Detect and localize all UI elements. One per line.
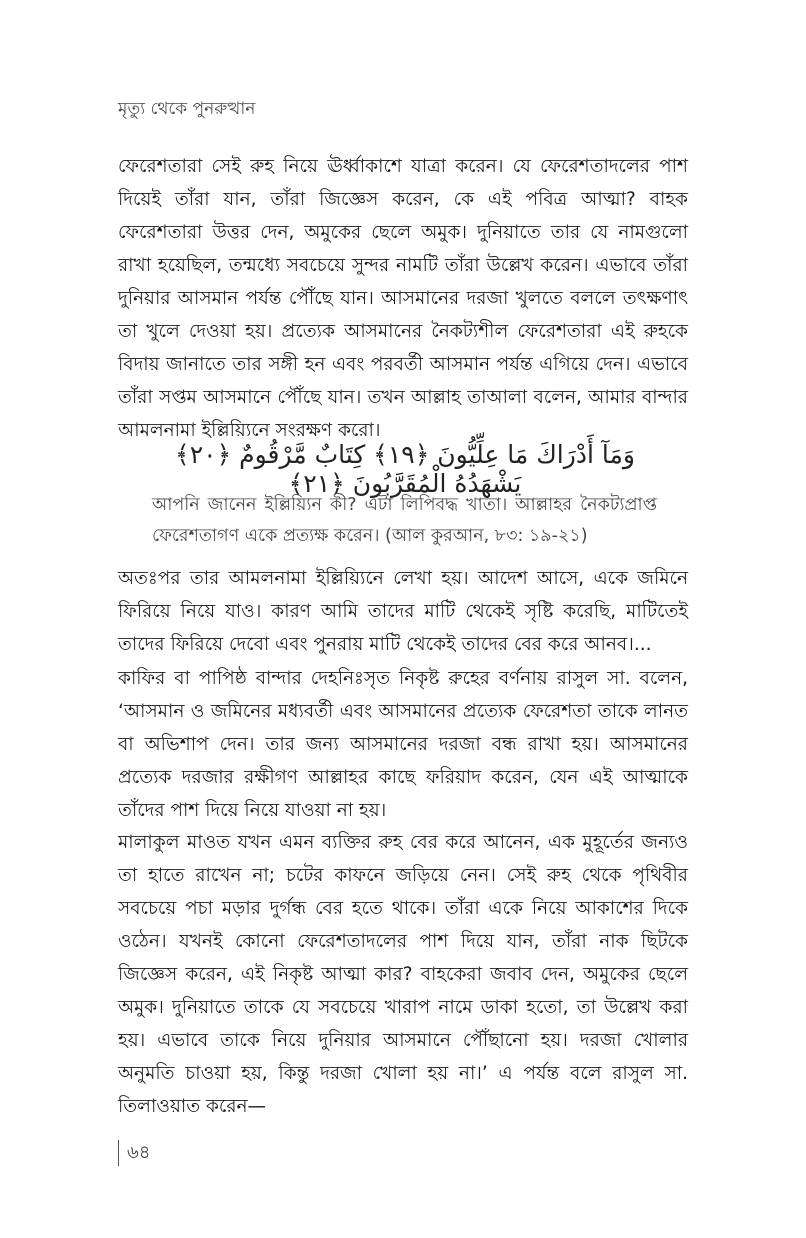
quran-verse-translation: আপনি জানেন ইল্লিয়্যিন কী? এটা লিপিবদ্ধ খাতা। আল্লাহর নৈকট্যপ্রাপ্ত ফেরেশতাগণ একে প্রত্যক্ষ করেন। (আল কুরআন, ৮৩: ১৯-২১) [152,495,657,546]
paragraph-4: মালাকুল মাওত যখন এমন ব্যক্তির রুহ বের করে আনেন, এক মুহূর্তের জন্যও তা হাতে রাখেন না; চটের কাফনে জড়িয়ে নেন। সেই রুহ থেকে পৃথিবীর সবচেয়ে পচা মড়ার দুর্গন্ধ বের হতে থাকে। তাঁরা একে নিয়ে আকাশের দিকে ওঠেন। যখনই কোনো ফেরেশতাদলের পাশ দিয়ে যান, তাঁরা নাক ছিটকে জিজ্ঞেস করেন, এই নিকৃষ্ট আত্মা কার? বাহকেরা জবাব দেন, অমুকের ছেলে অমুক। দুনিয়াতে তাকে যে সবচেয়ে খারাপ নামে ডাকা হতো, তা উল্লেখ করা হয়। এভাবে তাকে নিয়ে দুনিয়ার আসমানে পৌঁছানো হয়। দরজা খোলার অনুমতি চাওয়া হয়, কিন্তু দরজা খোলা হয় না।’ এ পর্যন্ত বলে রাসুল সা. তিলাওয়াত করেন— [118,832,688,1117]
paragraph-1: ফেরেশতারা সেই রুহ নিয়ে ঊর্ধ্বাকাশে যাত্রা করেন। যে ফেরেশতাদলের পাশ দিয়েই তাঁরা যান, তাঁরা জিজ্ঞেস করেন, কে এই পবিত্র আত্মা? বাহক ফেরেশতারা উত্তর দেন, অমুকের ছেলে অমুক। দুনিয়াতে তার যে নামগুলো রাখা হয়েছিল, তন্মধ্যে সবচেয়ে সুন্দর নামটি তাঁরা উল্লেখ করেন। এভাবে তাঁরা দুনিয়ার আসমান পর্যন্ত পৌঁছে যান। আসমানের দরজা খুলতে বললে তৎক্ষণাৎ তা খুলে দেওয়া হয়। প্রত্যেক আসমানের নৈকট্যশীল ফেরেশতারা এই রুহকে বিদায় জানাতে তার সঙ্গী হন এবং পরবর্তী আসমান পর্যন্ত এগিয়ে দেন। এভাবে তাঁরা সপ্তম আসমানে পৌঁছে যান। তখন আল্লাহ তাআলা বলেন, আমার বান্দার আমলনামা ইল্লিয়্যিনে সংরক্ষণ করো। [118,156,688,441]
page-number: ৬৪ [118,1140,150,1166]
paragraph-3: কাফির বা পাপিষ্ঠ বান্দার দেহনিঃসৃত নিকৃষ্ট রুহের বর্ণনায় রাসুল সা. বলেন, ‘আসমান ও জমিনের মধ্যবর্তী এবং আসমানের প্রত্যেক ফেরেশতা তাকে লানত বা অভিশাপ দেন। তার জন্য আসমানের দরজা বন্ধ রাখা হয়। আসমানের প্রত্যেক দরজার রক্ষীগণ আল্লাহর কাছে ফরিয়াদ করেন, যেন এই আত্মাকে তাঁদের পাশ দিয়ে নিয়ে যাওয়া না হয়। [118,668,688,821]
quran-verse-arabic: وَمَآ أَدْرَاكَ مَا عِلِّيُّونَ ﴿١٩﴾ كِتَابٌ مَّرْقُومٌ ﴿٢٠﴾ يَشْهَدُهُ الْمُقَرَّبُونَ ﴿٢١﴾ [175,440,635,498]
running-header: মৃত্যু থেকে পুনরুত্থান [118,99,256,119]
paragraph-2: অতঃপর তার আমলনামা ইল্লিয়্যিনে লেখা হয়। আদেশ আসে, একে জমিনে ফিরিয়ে নিয়ে যাও। কারণ আমি তাদের মাটি থেকেই সৃষ্টি করেছি, মাটিতেই তাদের ফিরিয়ে দেবো এবং পুনরায় মাটি থেকেই তাদের বের করে আনব।... [118,568,688,655]
